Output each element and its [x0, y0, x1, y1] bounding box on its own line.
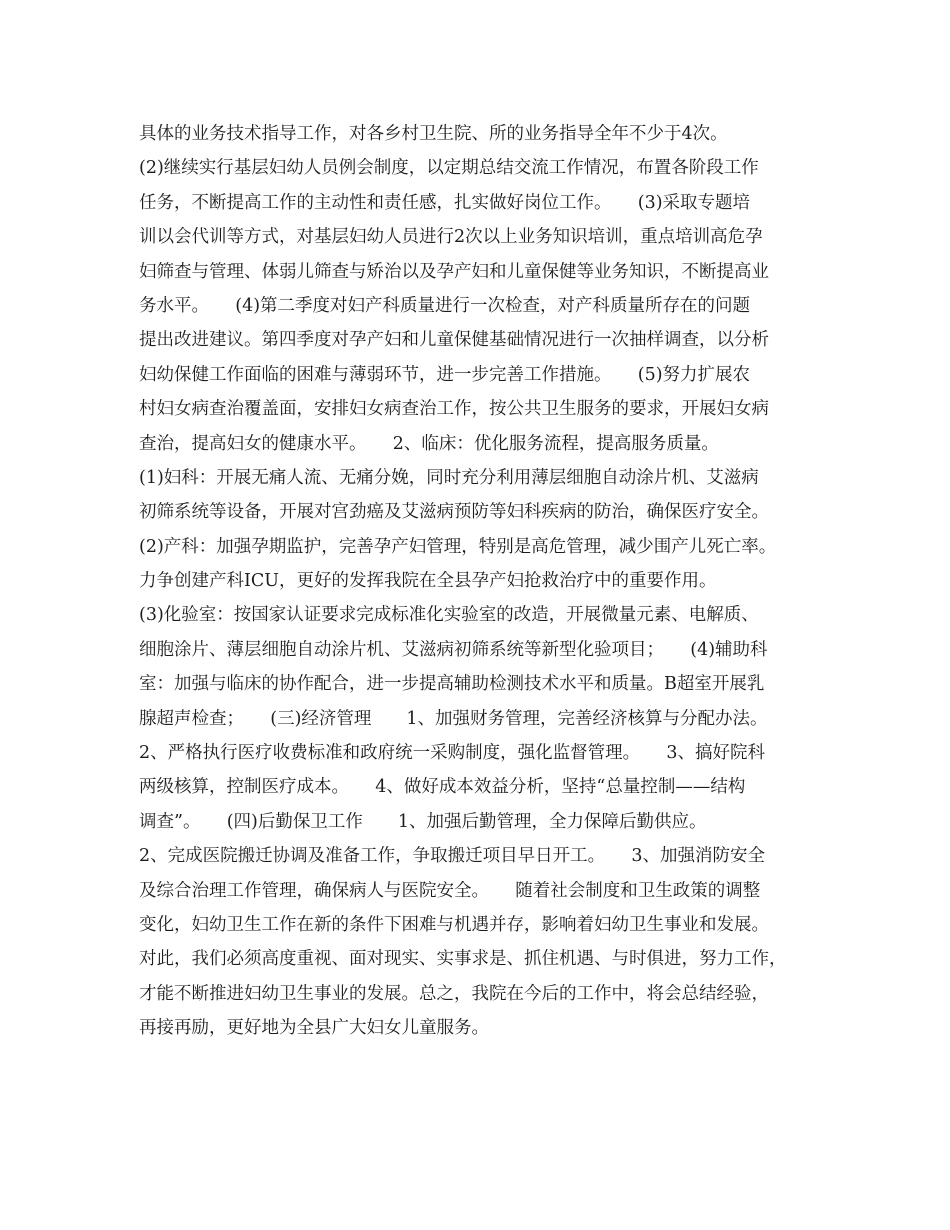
text-line: 室：加强与临床的协作配合，进一步提高辅助检测技术水平和质量。B超室开展乳 — [139, 674, 765, 695]
text-line: (2)继续实行基层妇幼人员例会制度，以定期总结交流工作情况，布置各阶段工作 — [139, 158, 759, 179]
text-line: 两级核算，控制医疗成本。 4、做好成本效益分析，坚持“总量控制——结构 — [139, 777, 746, 798]
text-line: 调查”。 (四)后勤保卫工作 1、加强后勤管理，全力保障后勤供应。 — [139, 811, 707, 832]
text-line: 才能不断推进妇幼卫生事业的发展。总之，我院在今后的工作中，将会总结经验， — [139, 983, 769, 1004]
text-line: 初筛系统等设备，开展对宫劲癌及艾滋病预防等妇科疾病的防治，确保医疗安全。 — [139, 502, 769, 523]
text-line: (2)产科：加强孕期监护，完善孕产妇管理，特别是高危管理，减少围产儿死亡率。 — [139, 536, 777, 557]
text-line: 训以会代训等方式，对基层妇幼人员进行2次以上业务知识培训，重点培训高危孕 — [139, 227, 763, 248]
text-line: 及综合治理工作管理，确保病人与医院安全。 随着社会制度和卫生政策的调整 — [139, 880, 761, 901]
text-line: 腺超声检查； (三)经济管理 1、加强财务管理，完善经济核算与分配办法。 — [139, 708, 768, 729]
text-line: 提出改进建议。第四季度对孕产妇和儿童保健基础情况进行一次抽样调查，以分析 — [139, 330, 769, 351]
text-line: (1)妇科：开展无痛人流、无痛分娩，同时充分利用薄层细胞自动涂片机、艾滋病 — [139, 467, 759, 488]
text-line: 再接再励，更好地为全县广大妇女儿童服务。 — [139, 1018, 489, 1039]
text-line: 妇筛查与管理、体弱儿筛查与矫治以及孕产妇和儿童保健等业务知识，不断提高业 — [139, 261, 769, 282]
text-line: 具体的业务技术指导工作，对各乡村卫生院、所的业务指导全年不少于4次。 — [139, 124, 728, 144]
text-line: 对此，我们必须高度重视、面对现实、实事求是、抓住机遇、与时俱进，努力工作， — [139, 949, 787, 970]
text-line: 务水平。 (4)第二季度对妇产科质量进行一次检查，对产科质量所存在的问题 — [139, 295, 751, 316]
text-line: 细胞涂片、薄层细胞自动涂片机、艾滋病初筛系统等新型化验项目； (4)辅助科 — [139, 639, 768, 660]
text-line: 力争创建产科ICU，更好的发挥我院在全县孕产妇抢救治疗中的重要作用。 — [139, 571, 717, 592]
body-text — [139, 117, 839, 1046]
text-line: 查治，提高妇女的健康水平。 2、临床：优化服务流程，提高服务质量。 — [139, 433, 719, 454]
text-line: 任务，不断提高工作的主动性和责任感，扎实做好岗位工作。 (3)采取专题培 — [139, 192, 751, 213]
text-line: 妇幼保健工作面临的困难与薄弱环节，进一步完善工作措施。 (5)努力扩展农 — [139, 364, 751, 385]
text-line: 2、严格执行医疗收费标准和政府统一采购制度，强化监督管理。 3、搞好院科 — [139, 743, 766, 764]
text-line: 村妇女病查治覆盖面，安排妇女病查治工作，按公共卫生服务的要求，开展妇女病 — [139, 399, 769, 420]
text-line: 2、完成医院搬迁协调及准备工作，争取搬迁项目早日开工。 3、加强消防安全 — [139, 846, 766, 867]
text-line: (3)化验室：按国家认证要求完成标准化实验室的改造，开展微量元素、电解质、 — [139, 605, 759, 626]
text-line: 变化，妇幼卫生工作在新的条件下困难与机遇并存，影响着妇幼卫生事业和发展。 — [139, 914, 769, 935]
